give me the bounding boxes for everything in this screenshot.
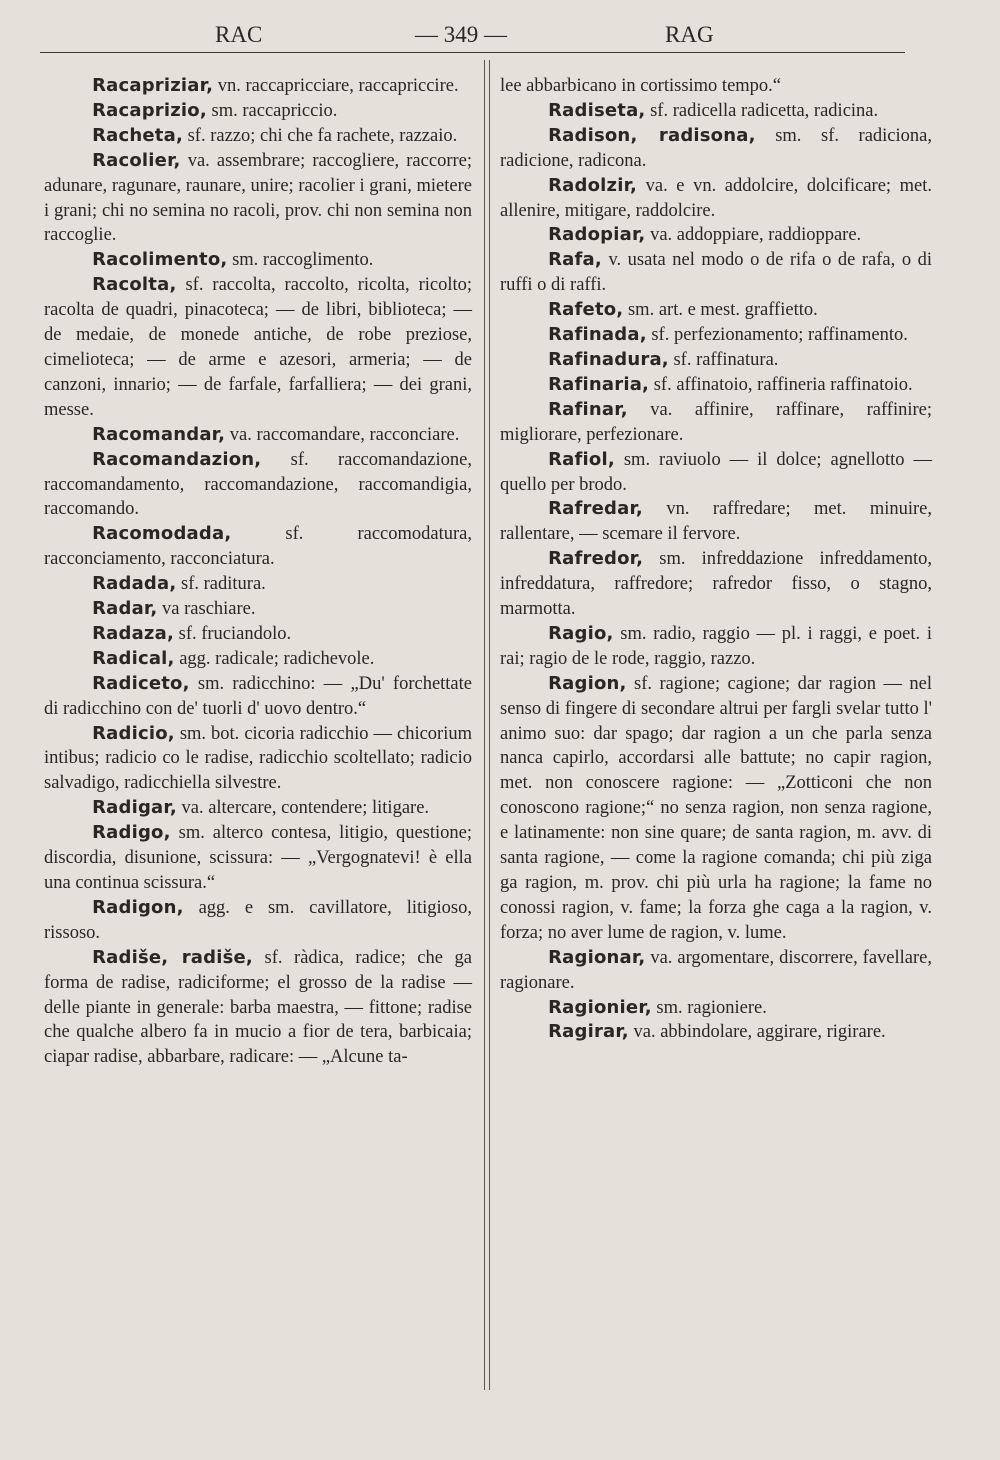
header-left-guideword: RAC (215, 22, 263, 47)
entry-headword: Radigon, (92, 896, 184, 918)
entry-definition: sf. radicella radicetta, radicina. (645, 100, 879, 121)
dictionary-entry (44, 448, 472, 523)
entry-headword: Radigo, (92, 822, 171, 844)
entry-headword: Radison, radisona, (548, 124, 756, 146)
header-right-guideword: RAG (665, 22, 714, 47)
entry-headword: Ragionar, (548, 946, 646, 968)
dictionary-entry (500, 547, 932, 622)
entry-headword: Racomandar, (92, 423, 226, 445)
entry-definition: sm. ragioniere. (651, 997, 767, 1018)
entry-headword: Racolier, (92, 149, 181, 171)
dictionary-entry (500, 223, 932, 248)
entry-headword: Rafinadura, (548, 348, 669, 370)
entry-headword: Racomandazion, (92, 448, 262, 470)
entry-definition: sf. fruciandolo. (174, 623, 292, 644)
dictionary-entry (500, 174, 932, 224)
dictionary-entry (500, 398, 932, 448)
dictionary-entry (500, 74, 932, 99)
entry-definition: sm. bot. cicoria radicchio — chicorium intibus; radicio co le radise, radicchio scoltellato; radicio salvadigo, radicchiella silvestre. (44, 723, 472, 794)
entry-headword: Racolimento, (92, 249, 228, 271)
dictionary-entry (500, 124, 932, 174)
entry-headword: Racapriziar, (92, 75, 214, 96)
entry-definition: sm. raccoglimento. (227, 250, 374, 271)
entry-definition: va raschiare. (157, 599, 256, 620)
entry-headword: Radiceto, (92, 672, 190, 694)
entry-definition: sm. raccapriccio. (206, 100, 338, 121)
entry-headword: Rafredor, (548, 548, 644, 570)
entry-headword: Radigar, (92, 797, 177, 819)
entry-definition: sf. affinatoio, raffineria raffinatoio. (649, 374, 913, 395)
entry-headword: Radiseta, (548, 99, 646, 121)
dictionary-entry (500, 946, 932, 996)
left-column (44, 74, 472, 1070)
entry-definition: sf. perfezionamento; raffinamento. (646, 325, 908, 346)
entry-definition: sm. sf. radiciona, radicione, radicona. (500, 125, 932, 171)
entry-headword: Racolta, (92, 274, 177, 296)
entry-definition: va. altercare, contendere; litigare. (176, 798, 430, 819)
entry-headword: Racomodada, (92, 523, 232, 545)
dictionary-entry (44, 423, 472, 448)
dictionary-entry (44, 273, 472, 422)
entry-headword: Ragion, (548, 672, 627, 694)
entry-definition: va. abbindolare, aggirare, rigirare. (628, 1022, 886, 1043)
entry-definition: va. e vn. addolcire, dolcificare; met. allenire, mitigare, raddolcire. (500, 175, 932, 221)
dictionary-entry (44, 74, 472, 99)
entry-definition: va. assembrare; raccogliere, raccorre; adunare, ragunare, raunare, unire; racolier i grani, mietere i grani; chi no semina no racoli, prov. chi non semina non raccoglie. (44, 150, 472, 246)
entry-definition: sf. raccomodatura, racconciamento, racconciatura. (44, 524, 472, 570)
entry-headword: Rafinada, (548, 324, 647, 346)
dictionary-entry (44, 796, 472, 821)
entry-definition: sm. art. e mest. graffietto. (623, 300, 818, 321)
dictionary-entry (44, 149, 472, 249)
entry-headword: Radopiar, (548, 224, 646, 246)
entry-definition: sf. razzo; chi che fa rachete, razzaio. (182, 125, 458, 146)
entry-definition: sm. radio, raggio — pl. i raggi, e poet. i rai; ragio de le rode, raggio, razzo. (500, 623, 932, 669)
entry-headword: Radaza, (92, 622, 174, 644)
dictionary-entry (44, 248, 472, 273)
entry-definition: va. addoppiare, raddioppare. (645, 225, 862, 246)
entry-definition: va. argomentare, discorrere, favellare, ragionare. (500, 947, 932, 993)
dictionary-entry (44, 647, 472, 672)
dictionary-entry (500, 497, 932, 547)
entry-definition: lee abbarbicano in cortissimo tempo.“ (500, 76, 782, 96)
entry-definition: agg. e sm. cavillatore, litigioso, rissoso. (44, 897, 472, 943)
dictionary-entry (500, 348, 932, 373)
entry-headword: Ragio, (548, 622, 614, 644)
dictionary-entry (44, 896, 472, 946)
dictionary-entry (500, 672, 932, 946)
right-column (500, 74, 932, 1045)
entry-headword: Radolzir, (548, 174, 638, 196)
entry-definition: vn. raffredare; met. minuire, rallentare, — scemare il fervore. (500, 499, 932, 545)
entry-definition: va. affinire, raffinare, raffinire; migliorare, perfezionare. (500, 399, 932, 445)
running-header (40, 14, 905, 48)
entry-definition: sm. infreddazione infreddamento, infreddatura, raffredore; rafredor fisso, o stagno, marmotta. (500, 549, 932, 620)
entry-definition: sf. raccolta, raccolto, ricolta, ricolto; racolta de quadri, pinacoteca; — de libri, biblioteca; — de medaie, de monede antiche, de robe preziose, cimelioteca; — de arme e azesori, armeria; — de canzoni, innario; — de farfale, farfalliera; — dei grani, messe. (44, 275, 472, 420)
entry-headword: Radicio, (92, 722, 175, 744)
dictionary-entry (44, 672, 472, 722)
page-number: — 349 — (415, 22, 507, 47)
dictionary-entry (44, 722, 472, 797)
entry-definition: sf. ràdica, radice; che ga forma de radise, radiciforme; el grosso de la radise — delle piante in generale: barba maestra, — fittone; radise che qualche albero fa in mucio a fior de tera, barbicaia; ciapar radise, abbarbare, radicare: — „Alcune ta- (44, 947, 472, 1068)
entry-definition: sf. ragione; cagione; dar ragion — nel senso di fingere di secondare altrui per fargli svelar tutto l' animo suo: dar spago; dar ragion a un che parla senza nanca capirlo, accordarsi alle battute; no capir ragion, met. non conoscere ragione: — „Zotticoni che non conoscono ragione;“ no senza ragion, non senza ragione, e latinamente: non sine quare; de santa ragion, m. avv. di santa ragione, — come la ragione comanda; chi più ziga ga ragion, m. prov. chi più urla ha ragione; la fame no conossi ragion, v. fame; la forza ghe caga a la ragion, v. forza; no aver lume de ragion, v. lume. (500, 673, 932, 943)
entry-headword: Radar, (92, 598, 158, 620)
entry-definition: sm. radicchino: — „Du' forchettate di radicchino con de' tuorli d' uovo dentro.“ (44, 673, 472, 719)
dictionary-entry (44, 597, 472, 622)
dictionary-entry (500, 323, 932, 348)
entry-definition: sm. alterco contesa, litigio, questione; discordia, disunione, scissura: — „Vergognatevi! è ella una continua scissura.“ (44, 823, 472, 893)
entry-headword: Rafeto, (548, 299, 624, 321)
dictionary-entry (500, 448, 932, 498)
entry-definition: va. raccomandare, racconciare. (225, 424, 460, 445)
dictionary-entry (500, 622, 932, 672)
entry-definition: v. usata nel modo o de rifa o de rafa, o di ruffi o di raffi. (500, 250, 932, 296)
entry-headword: Rafa, (548, 249, 602, 271)
dictionary-entry (44, 821, 472, 896)
entry-headword: Rafredar, (548, 498, 643, 520)
entry-headword: Radical, (92, 647, 175, 669)
entry-headword: Radada, (92, 573, 177, 595)
dictionary-entry (500, 373, 932, 398)
entry-definition: sf. raccomandazione, raccomandamento, raccomandazione, raccomandigia, raccomando. (44, 449, 472, 520)
dictionary-entry (44, 572, 472, 597)
dictionary-entry (44, 622, 472, 647)
entry-headword: Racaprizio, (92, 99, 207, 121)
entry-definition: agg. radicale; radichevole. (174, 648, 375, 669)
column-divider (484, 60, 490, 1390)
entry-definition: vn. raccapricciare, raccapriccire. (213, 76, 459, 96)
entry-definition: sf. raffinatura. (668, 349, 779, 370)
dictionary-entry (44, 124, 472, 149)
entry-headword: Rafiol, (548, 448, 615, 470)
dictionary-entry (44, 99, 472, 124)
entry-headword: Rafinar, (548, 398, 628, 420)
entry-headword: Ragionier, (548, 996, 652, 1018)
dictionary-entry (44, 946, 472, 1071)
header-rule (40, 52, 905, 53)
dictionary-entry (500, 248, 932, 298)
entry-headword: Ragirar, (548, 1021, 629, 1043)
entry-headword: Racheta, (92, 124, 183, 146)
dictionary-entry (500, 99, 932, 124)
entry-headword: Radiše, radiše, (92, 946, 253, 968)
dictionary-entry (500, 996, 932, 1021)
entry-definition: sf. raditura. (176, 574, 266, 595)
entry-definition: sm. raviuolo — il dolce; agnellotto — quello per brodo. (500, 449, 932, 495)
dictionary-entry (500, 298, 932, 323)
entry-headword: Rafinaria, (548, 373, 650, 395)
dictionary-entry (500, 1020, 932, 1045)
dictionary-entry (44, 522, 472, 572)
